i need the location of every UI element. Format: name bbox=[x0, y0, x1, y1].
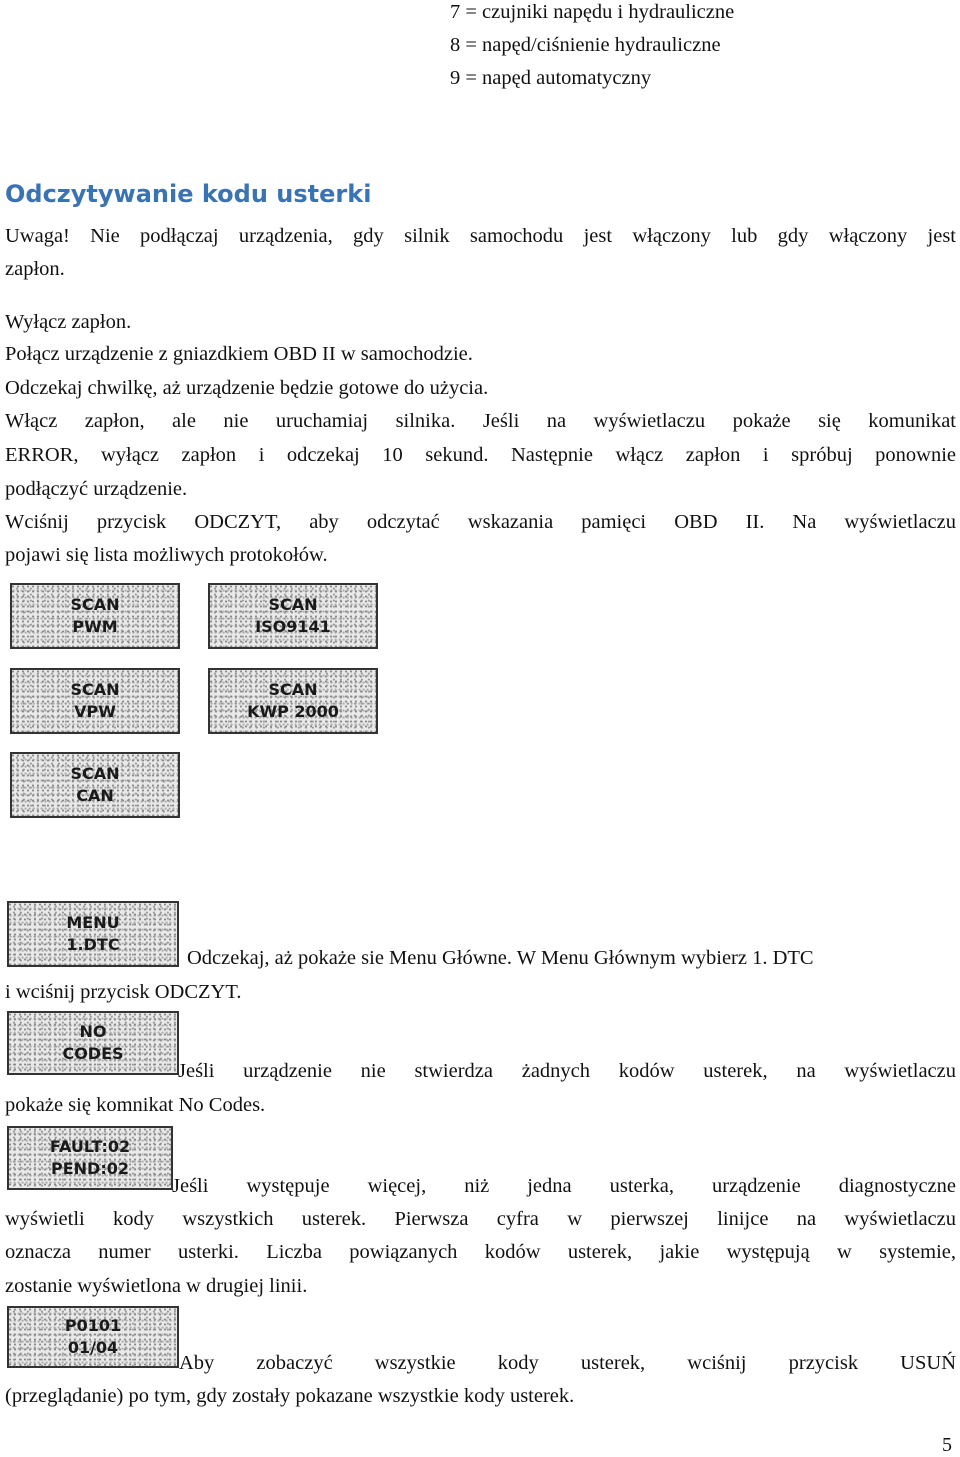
list-item-8: 8 = napęd/ciśnienie hydrauliczne bbox=[450, 34, 721, 56]
lcd-fault-code bbox=[7, 1306, 179, 1368]
lcd-line: P0101 bbox=[64, 1316, 122, 1335]
step-read-line-2: pojawi się lista możliwych protokołów. bbox=[5, 544, 328, 566]
fault-text-line-4: zostanie wyświetlona w drugiej linii. bbox=[5, 1275, 308, 1297]
code-text-line-2: (przeglądanie) po tym, gdy zostały pokazane wszystkie kody usterek. bbox=[5, 1385, 575, 1407]
lcd-line: SCAN bbox=[70, 764, 120, 783]
lcd-scan-can bbox=[10, 752, 180, 818]
page-number: 5 bbox=[942, 1434, 952, 1456]
step-ignition-on-line-3: podłączyć urządzenie. bbox=[5, 478, 188, 500]
code-text-line-1: Aby zobaczyć wszystkie kody usterek, wciśnij przycisk USUŃ bbox=[179, 1352, 956, 1374]
lcd-line: 01/04 bbox=[67, 1338, 119, 1357]
list-item-7: 7 = czujniki napędu i hydrauliczne bbox=[450, 1, 735, 23]
warning-line-1: Uwaga! Nie podłączaj urządzenia, gdy silnik samochodu jest włączony lub gdy włączony jest bbox=[5, 225, 956, 247]
lcd-line: PEND:02 bbox=[51, 1159, 129, 1178]
lcd-line: NO bbox=[79, 1022, 107, 1041]
lcd-line: PWM bbox=[72, 617, 118, 636]
fault-text-line-2: wyświetli kody wszystkich usterek. Pierwsza cyfra w pierwszej linijce na wyświetlaczu bbox=[5, 1208, 956, 1230]
step-ignition-off: Wyłącz zapłon. bbox=[5, 311, 132, 333]
section-title: Odczytywanie kodu usterki bbox=[5, 180, 372, 208]
lcd-line: FAULT:02 bbox=[49, 1137, 131, 1156]
lcd-line: VPW bbox=[74, 702, 116, 721]
step-connect: Połącz urządzenie z gniazdkiem OBD II w samochodzie. bbox=[5, 343, 473, 365]
lcd-fault-pend bbox=[7, 1126, 173, 1190]
lcd-line: SCAN bbox=[268, 595, 318, 614]
lcd-line: SCAN bbox=[268, 680, 318, 699]
lcd-scan-pwm bbox=[10, 583, 180, 649]
fault-text-line-3: oznacza numer usterki. Liczba powiązanych kodów usterek, jakie występują w systemie, bbox=[5, 1241, 956, 1263]
lcd-menu-dtc bbox=[7, 901, 179, 967]
menu-text-line-1: Odczekaj, aż pokaże sie Menu Główne. W Menu Głównym wybierz 1. DTC bbox=[187, 947, 814, 969]
menu-text-line-2: i wciśnij przycisk ODCZYT. bbox=[5, 981, 242, 1003]
lcd-scan-iso9141 bbox=[208, 583, 378, 649]
list-item-9: 9 = napęd automatyczny bbox=[450, 67, 652, 89]
lcd-no-codes bbox=[7, 1011, 179, 1075]
lcd-line: SCAN bbox=[70, 595, 120, 614]
warning-line-2: zapłon. bbox=[5, 258, 65, 280]
fault-text-line-1: Jeśli występuje więcej, niż jedna usterka, urządzenie diagnostyczne bbox=[172, 1175, 956, 1197]
lcd-line: CAN bbox=[76, 786, 114, 805]
step-ignition-on-line-1: Włącz zapłon, ale nie uruchamiaj silnika. Jeśli na wyświetlaczu pokaże się komunikat bbox=[5, 410, 956, 432]
lcd-line: MENU bbox=[66, 913, 120, 932]
nocodes-text-line-1: Jeśli urządzenie nie stwierdza żadnych kodów usterek, na wyświetlaczu bbox=[178, 1060, 956, 1082]
lcd-line: ISO9141 bbox=[255, 617, 331, 636]
lcd-line: 1.DTC bbox=[66, 935, 120, 954]
step-read-line-1: Wciśnij przycisk ODCZYT, aby odczytać wskazania pamięci OBD II. Na wyświetlaczu bbox=[5, 511, 956, 533]
step-wait: Odczekaj chwilkę, aż urządzenie będzie gotowe do użycia. bbox=[5, 377, 489, 399]
step-ignition-on-line-2: ERROR, wyłącz zapłon i odczekaj 10 sekund. Następnie włącz zapłon i spróbuj ponownie bbox=[5, 444, 956, 466]
lcd-line: KWP 2000 bbox=[247, 702, 339, 721]
lcd-scan-kwp2000 bbox=[208, 668, 378, 734]
nocodes-text-line-2: pokaże się komnikat No Codes. bbox=[5, 1094, 266, 1116]
lcd-line: CODES bbox=[62, 1044, 124, 1063]
lcd-scan-vpw bbox=[10, 668, 180, 734]
lcd-line: SCAN bbox=[70, 680, 120, 699]
